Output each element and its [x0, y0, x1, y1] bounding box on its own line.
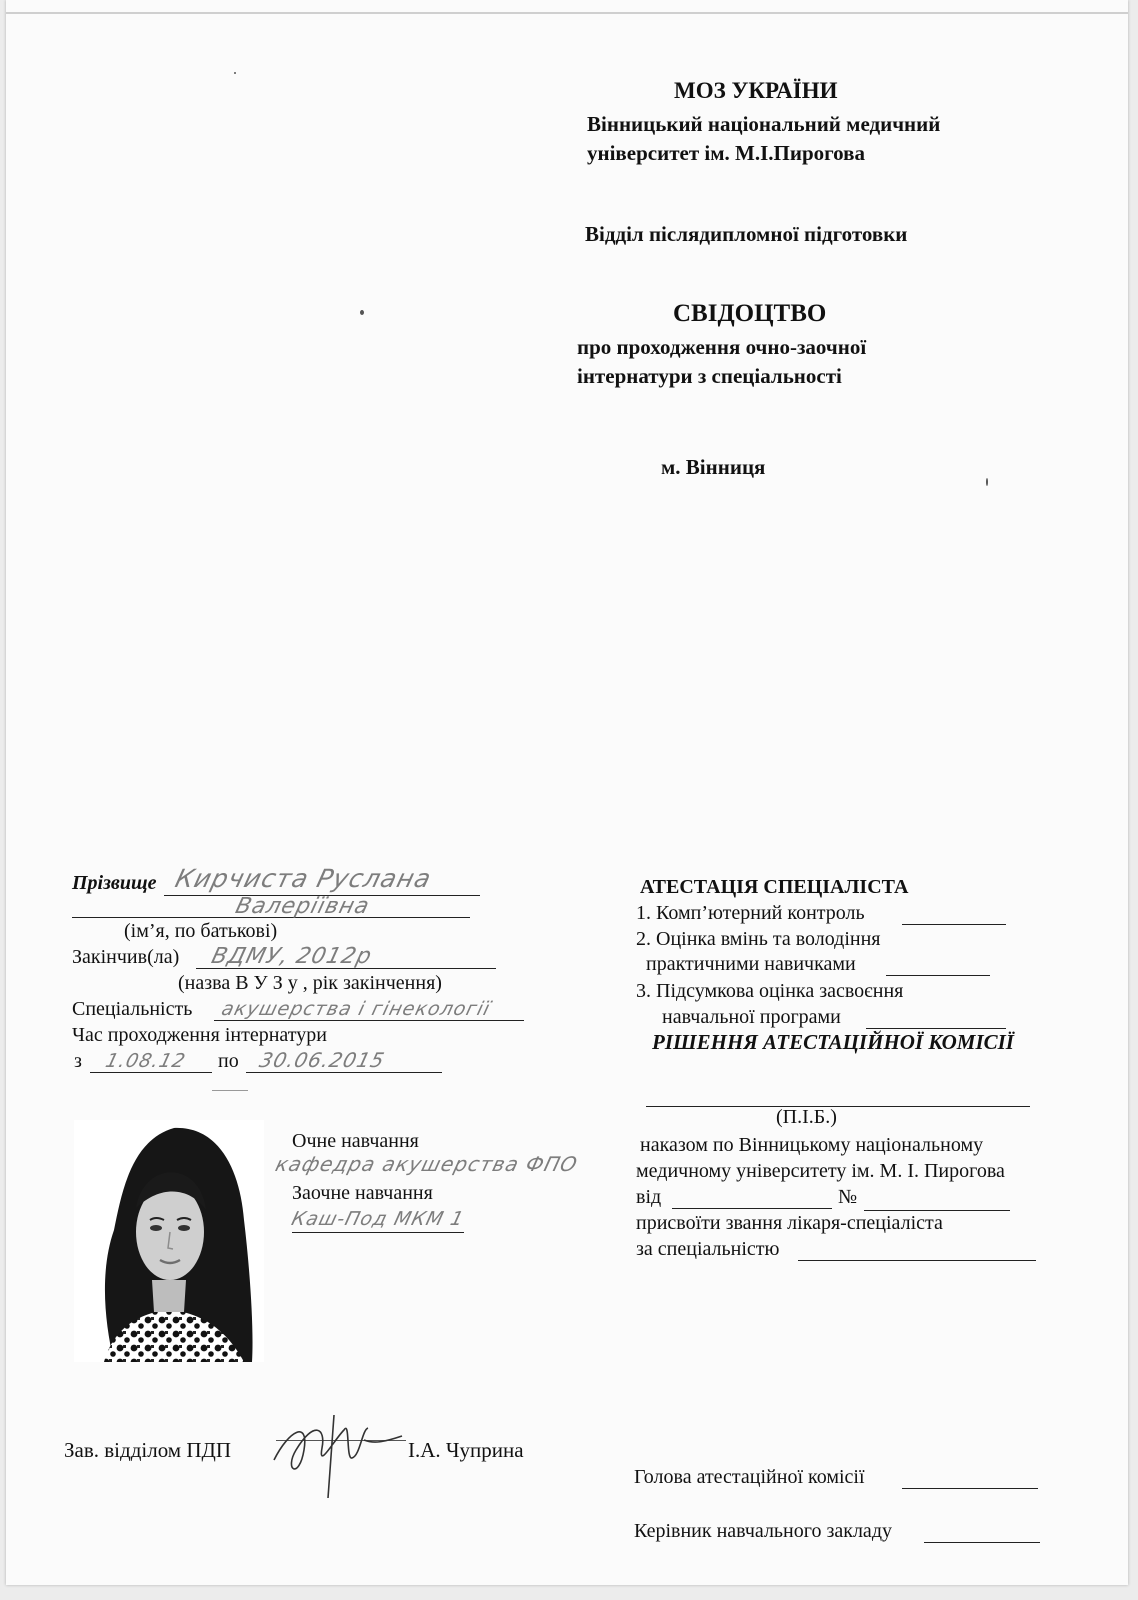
- attestation-item-3-line-2: навчальної програми: [662, 1006, 841, 1028]
- scan-speck: [360, 310, 364, 315]
- fulltime-handwritten: кафедра акушерства ФПО: [273, 1152, 581, 1176]
- certificate-subtitle-2: інтернатури з спеціальності: [577, 364, 842, 388]
- attestation-item-2-line: [886, 975, 990, 976]
- period-to-line: [246, 1072, 442, 1073]
- institution-head-line: [924, 1542, 1040, 1543]
- commission-head-label: Голова атестаційної комісії: [634, 1466, 865, 1488]
- attestation-title: АТЕСТАЦІЯ СПЕЦІАЛІСТА: [640, 876, 909, 898]
- commission-head-line: [902, 1488, 1038, 1489]
- assign-title-line: присвоїти звання лікаря-спеціаліста: [636, 1212, 943, 1234]
- period-to-label: по: [218, 1050, 239, 1072]
- head-label: Зав. відділом ПДП: [64, 1438, 231, 1462]
- pib-hint: (П.І.Б.): [776, 1106, 837, 1128]
- city: м. Вінниця: [661, 455, 766, 479]
- attestation-item-3-line-1: 3. Підсумкова оцінка засвоєння: [636, 980, 904, 1002]
- order-date-line: [672, 1208, 832, 1209]
- fulltime-label: Очне навчання: [292, 1130, 419, 1152]
- head-name: І.А. Чуприна: [408, 1438, 524, 1462]
- attestation-item-2-line-1: 2. Оцінка вмінь та володіння: [636, 928, 881, 950]
- scan-speck: [234, 72, 236, 74]
- certificate-subtitle-1: про проходження очно-заочної: [577, 335, 867, 359]
- graduated-hint: (назва В У З у , рік закінчення): [178, 972, 442, 994]
- parttime-line: [292, 1232, 464, 1233]
- attestation-item-2-line-2: практичними навичками: [646, 953, 856, 975]
- surname-label: Прізвище: [72, 872, 157, 894]
- attestation-item-1: 1. Комп’ютерний контроль: [636, 902, 865, 924]
- pib-line: [646, 1106, 1030, 1107]
- graduated-label: Закінчив(ла): [72, 946, 180, 968]
- period-from-line: [90, 1072, 212, 1073]
- certificate-title: СВІДОЦТВО: [673, 300, 827, 327]
- decision-title: РІШЕННЯ АТЕСТАЦІЙНОЇ КОМІСІЇ: [652, 1030, 1014, 1054]
- portrait-photo: [74, 1120, 264, 1362]
- attestation-item-3-line: [866, 1028, 1006, 1029]
- specialty-line: [214, 1020, 524, 1021]
- scan-speck: [986, 478, 988, 486]
- head-signature: [264, 1400, 414, 1510]
- university-line-1: Вінницький національний медичний: [587, 112, 941, 136]
- specialty-handwritten: акушерства і гінекології: [219, 998, 493, 1020]
- university-line-2: університет ім. М.І.Пирогова: [587, 141, 865, 165]
- period-from-label: з: [74, 1050, 82, 1072]
- department-title: Відділ післядипломної підготовки: [585, 222, 908, 246]
- institution-head-label: Керівник навчального закладу: [634, 1520, 892, 1542]
- period-label: Час проходження інтернатури: [72, 1024, 327, 1046]
- specialty-label: Спеціальність: [72, 998, 193, 1020]
- attestation-item-1-line: [902, 924, 1006, 925]
- order-from-label: від: [636, 1186, 662, 1208]
- period-from-handwritten: 1.08.12: [103, 1050, 189, 1072]
- order-line-2: медичному університету ім. М. І. Пирогова: [636, 1160, 1005, 1182]
- scan-edge-line: [6, 12, 1128, 14]
- certificate-page: [6, 0, 1128, 1585]
- specialty-assign-line: [798, 1260, 1036, 1261]
- patronymic-handwritten: Валеріївна: [232, 894, 373, 919]
- faint-dash: [212, 1090, 248, 1091]
- graduated-handwritten: ВДМУ, 2012р: [208, 944, 375, 969]
- name-hint: (ім’я, по батькові): [124, 920, 278, 942]
- parttime-handwritten: Каш-Под МКМ 1: [289, 1208, 467, 1230]
- surname-handwritten: Кирчиста Руслана: [172, 864, 435, 893]
- specialty-line-label: за спеціальністю: [636, 1238, 780, 1260]
- order-line-1: наказом по Вінницькому національному: [640, 1134, 984, 1156]
- order-number-line: [864, 1210, 1010, 1211]
- period-to-handwritten: 30.06.2015: [257, 1048, 388, 1072]
- order-number-label: №: [838, 1186, 858, 1208]
- parttime-label: Заочне навчання: [292, 1182, 433, 1204]
- ministry-title: МОЗ УКРАЇНИ: [674, 78, 838, 103]
